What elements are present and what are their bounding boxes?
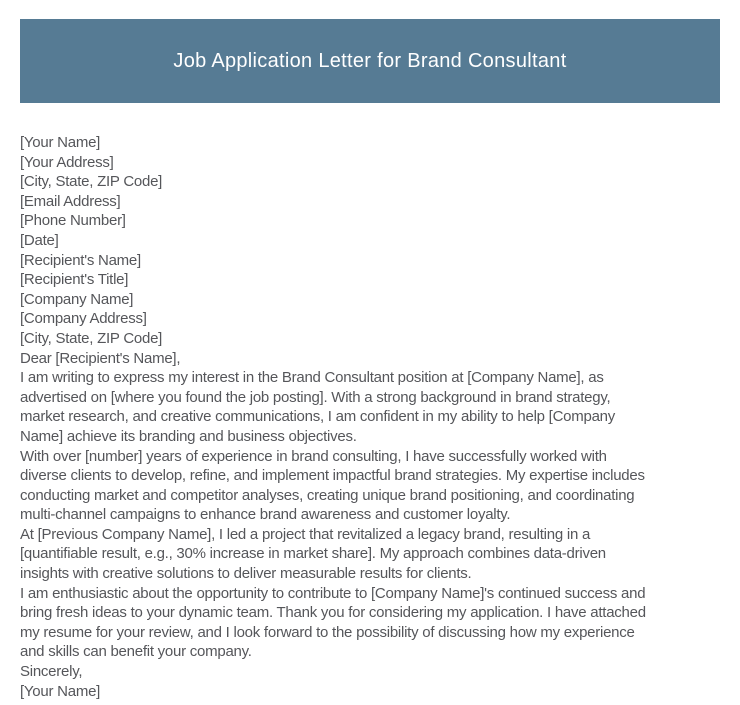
letter-line: [Company Name] — [20, 290, 134, 308]
letter-line: At [Previous Company Name], I led a project that revitalized a legacy brand, resulting in a — [20, 525, 591, 543]
letter-line: [Phone Number] — [20, 212, 126, 230]
salutation-line: Dear [Recipient's Name], — [20, 349, 181, 367]
document-header-banner — [20, 19, 720, 103]
letter-line: [Email Address] — [20, 192, 121, 210]
letter-line: my resume for your review, and I look forward to the possibility of discussing how my experience — [20, 623, 635, 641]
date-line: [Date] — [20, 231, 59, 249]
letter-line: [Your Name] — [20, 134, 101, 151]
letter-line: conducting market and competitor analyses, creating unique brand positioning, and coordinating — [20, 486, 635, 504]
letter-line: [City, State, ZIP Code] — [20, 329, 163, 347]
letter-line: I am enthusiastic about the opportunity to contribute to [Company Name]'s continued success and — [20, 584, 646, 602]
letter-line: With over [number] years of experience in brand consulting, I have successfully worked with — [20, 447, 607, 465]
signature-line: [Your Name] — [20, 682, 101, 700]
letter-line: [quantifiable result, e.g., 30% increase in market share]. My approach combines data-driven — [20, 545, 606, 563]
closing-line: Sincerely, — [20, 663, 83, 681]
letter-line: multi-channel campaigns to enhance brand awareness and customer loyalty. — [20, 506, 511, 524]
letter-line: insights with creative solutions to deliver measurable results for clients. — [20, 565, 472, 583]
letter-line: market research, and creative communications, I am confident in my ability to help [Company — [20, 408, 616, 426]
letter-line: bring fresh ideas to your dynamic team. Thank you for considering my application. I have attached — [20, 604, 646, 622]
letter-line: [Your Address] — [20, 153, 114, 171]
letter-line: [Company Address] — [20, 310, 147, 328]
letter-line: I am writing to express my interest in the Brand Consultant position at [Company Name], as — [20, 369, 604, 387]
sender-block — [20, 133, 720, 231]
letter-body — [20, 133, 720, 701]
recipient-block — [20, 251, 720, 349]
letter-line: diverse clients to develop, refine, and implement impactful brand strategies. My expertise includes — [20, 467, 645, 485]
letter-line: and skills can benefit your company. — [20, 643, 252, 661]
letter-line: advertised on [where you found the job posting]. With a strong background in brand strategy, — [20, 388, 611, 406]
letter-line: Name] achieve its branding and business objectives. — [20, 427, 357, 445]
letter-line: [City, State, ZIP Code] — [20, 173, 163, 191]
letter-line: [Recipient's Title] — [20, 271, 129, 289]
document-title: Job Application Letter for Brand Consultant — [173, 49, 567, 72]
letter-line: [Recipient's Name] — [20, 251, 141, 269]
letter-paragraphs — [20, 368, 720, 662]
